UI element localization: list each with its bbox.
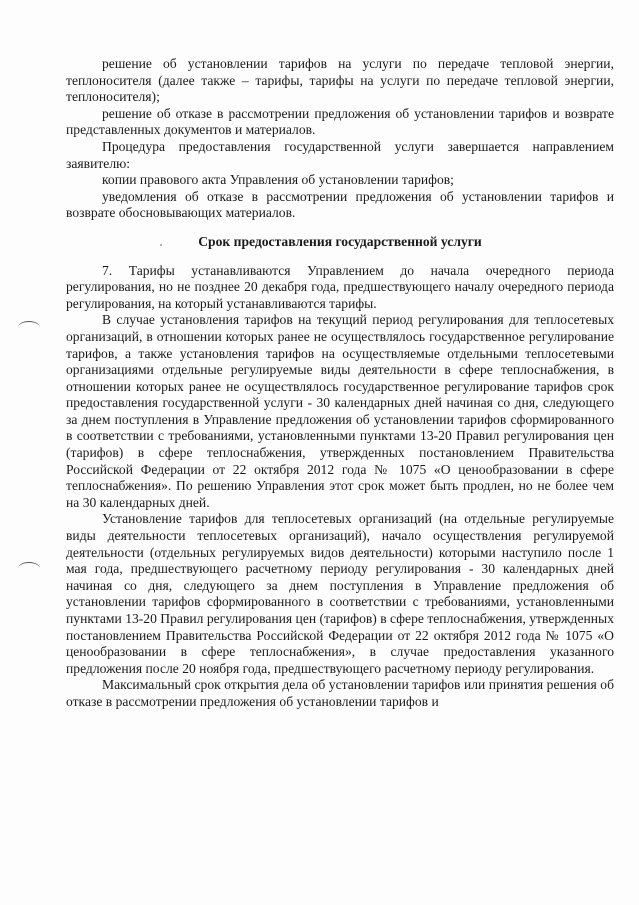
hole-punch-mark-lower [18, 562, 40, 575]
paragraph: решение об отказе в рассмотрении предложения об установлении тарифов и возврате представленных документов и материалов. [66, 105, 614, 138]
paragraph: уведомления об отказе в рассмотрении предложения об установлении тарифов и возврате обосновывающих материалов. [66, 188, 614, 221]
paragraph: В случае установления тарифов на текущий период регулирования для теплосетевых организаций, в отношении которых ранее не осуществлялось государственное регулирование тарифов, а также установления тарифов на осуществляемые отдельными теплосетевыми организациями отдельные регулируемые виды деятельности в сфере теплоснабжения, в отношении которых ранее не осуществлялось государственное регулирование тарифов срок предоставления государственной услуги - 30 календарных дней начиная со дня, следующего за днем поступления в Управление предложения об установлении тарифов сформированного в соответствии с требованиями, установленными пунктами 13-20 Правил регулирования цен (тарифов) в сфере теплоснабжения, утвержденных постановлением Правительства Российской Федерации от 22 октября 2012 года № 1075 «О ценообразовании в сфере теплоснабжения». По решению Управления этот срок может быть продлен, но не более чем на 30 календарных дней. [66, 312, 614, 510]
paragraph: Максимальный срок открытия дела об установлении тарифов или принятия решения об отказе в рассмотрении предложения об установлении тарифов и [66, 677, 614, 709]
document-body [66, 56, 614, 711]
paragraph: копии правового акта Управления об установлении тарифов; [102, 172, 454, 188]
paragraph: Процедура предоставления государственной услуги завершается направлением заявителю: [66, 138, 614, 171]
paragraph: Установление тарифов для теплосетевых организаций (на отдельные регулируемые виды деятельности теплосетевых организаций), начало осуществления регулируемой деятельности (отдельных регулируемых видов деятельности) которыми наступило после 1 мая года, предшествующего расчетному периоду регулирования - 30 календарных дней начиная со дня, следующего за днем поступления в Управление предложения об установлении тарифов сформированного в соответствии с требованиями, установленными пунктами 13-20 Правил регулирования цен (тарифов) в сфере теплоснабжения, утвержденных постановлением Правительства Российской Федерации от 22 октября 2012 года № 1075 «О ценообразовании в сфере теплоснабжения», в случае предоставления указанного предложения после 20 ноября года, предшествующего расчетному периоду регулирования. [66, 511, 614, 676]
hole-punch-mark-upper [18, 321, 40, 334]
section-heading: Срок предоставления государственной услуги [198, 233, 482, 249]
paragraph: решение об установлении тарифов на услуги по передаче тепловой энергии, теплоносителя (далее также – тарифы, тарифы на услуги по передаче тепловой энергии, теплоносителя); [66, 56, 614, 105]
paragraph: 7. Тарифы устанавливаются Управлением до начала очередного периода регулирования, но не позднее 20 декабря года, предшествующего началу очередного периода регулирования, на который устанавливаются тарифы. [66, 262, 614, 311]
